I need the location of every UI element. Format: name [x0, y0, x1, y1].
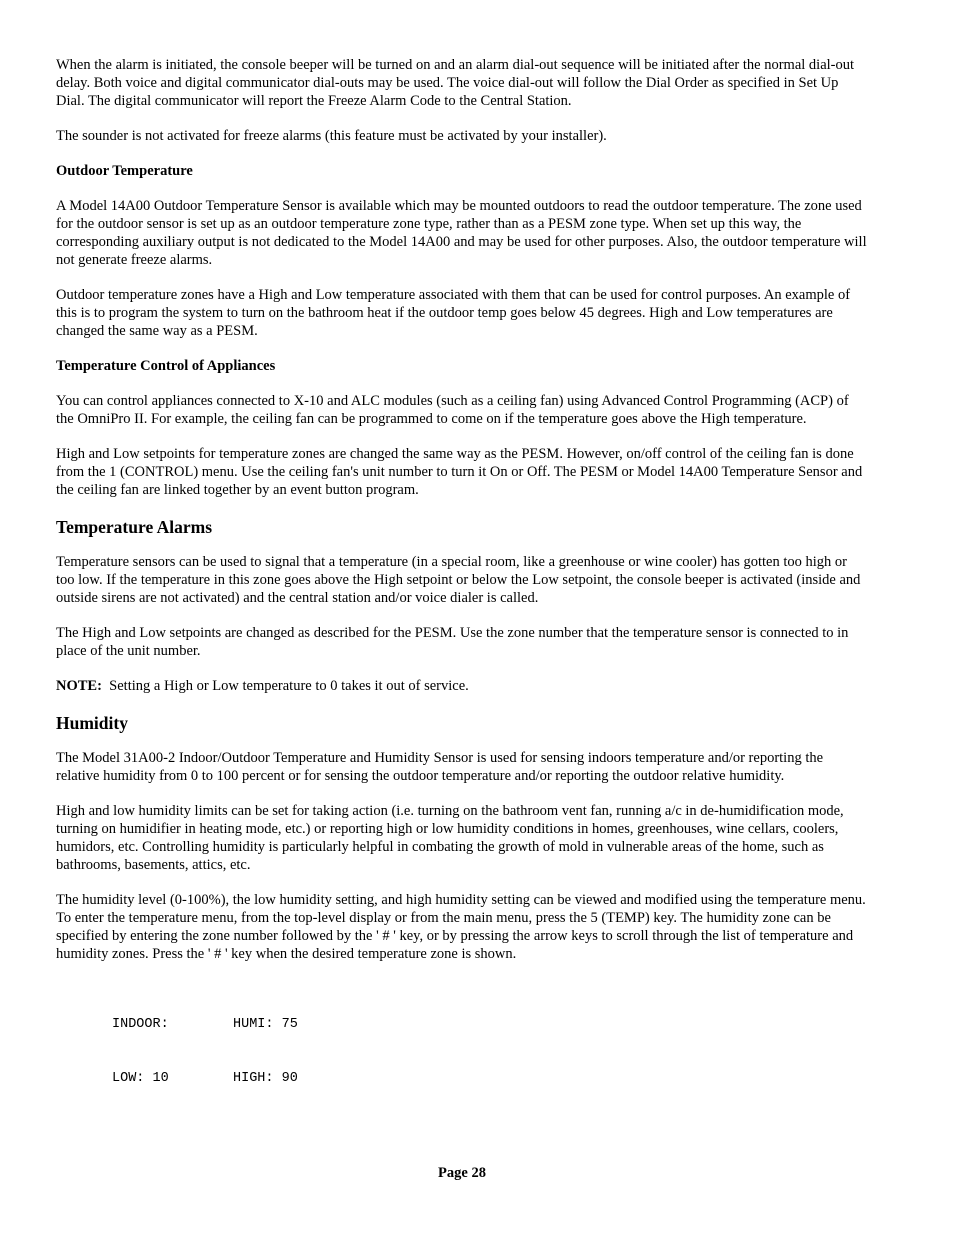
console-display-example — [112, 980, 868, 1124]
setpoints-described-paragraph: The High and Low setpoints are changed as described for the PESM. Use the zone number that the temperature sensor is connected to in place of the unit number. — [56, 625, 849, 659]
humidity-menu-paragraph: The humidity level (0-100%), the low humidity setting, and high humidity setting can be viewed and modified using the temperature menu. To enter the temperature menu, from the top-level display or from the main menu, press the 5 (TEMP) key. The humidity zone can be specified by entering the zone number followed by the ' # ' key, or by pressing the arrow keys to scroll through the list of temperature and humidity zones. Press the ' # ' key when the desired temperature zone is shown. — [56, 892, 866, 962]
humidity-sensor-paragraph: The Model 31A00-2 Indoor/Outdoor Temperature and Humidity Sensor is used for sensing indoors temperature and/or reporting the relative humidity from 0 to 100 percent or for sensing the outdoor temperature and/or reporting the outdoor relative humidity. — [56, 750, 824, 784]
display-zone-label: INDOOR: — [112, 1017, 169, 1032]
page-body — [56, 56, 868, 1124]
display-humidity-value: HUMI: 75 — [233, 1017, 298, 1032]
temperature-alarms-paragraph: Temperature sensors can be used to signal that a temperature (in a special room, like a greenhouse or wine cooler) has gotten too high or too low. If the temperature in this zone goes above the High setpoint or below the Low setpoint, the console beeper is activated (inside and outside sirens are not activated) and the central station and/or voice dialer is called. — [56, 554, 861, 606]
setpoints-control-paragraph: High and Low setpoints for temperature zones are changed the same way as the PESM. However, on/off control of the ceiling fan is done from the 1 (CONTROL) menu. Use the ceiling fan's unit number to turn it On or Off. The PESM or Model 14A00 Temperature Sensor and the ceiling fan are linked together by an event button program. — [56, 446, 863, 498]
temperature-alarms-heading: Temperature Alarms — [56, 517, 213, 537]
humidity-heading: Humidity — [56, 713, 128, 733]
outdoor-temperature-heading: Outdoor Temperature — [56, 163, 193, 179]
display-row-1 — [112, 1016, 868, 1034]
display-high-setting: HIGH: 90 — [233, 1071, 298, 1086]
display-low-setting: LOW: 10 — [112, 1071, 169, 1086]
humidity-limits-paragraph: High and low humidity limits can be set for taking action (i.e. turning on the bathroom vent fan, running a/c in de-humidification mode, turning on humidifier in heating mode, etc.) or reporting high or low humidity conditions in homes, greenhouses, wine cellars, coolers, humidors, etc. Controlling humidity is particularly helpful in combating the growth of mold in vulnerable areas of the home, such as bathrooms, basements, attics, etc. — [56, 803, 844, 873]
display-row-2 — [112, 1070, 868, 1088]
note-paragraph — [56, 677, 868, 695]
freeze-alarm-dialout-paragraph: When the alarm is initiated, the console beeper will be turned on and an alarm dial-out sequence will be initiated after the normal dial-out delay. Both voice and digital communicator dial-outs may be used. The voice dial-out will follow the Dial Order as specified in Set Up Dial. The digital communicator will report the Freeze Alarm Code to the Central Station. — [56, 57, 855, 109]
appliance-control-heading: Temperature Control of Appliances — [56, 358, 276, 374]
sounder-note-paragraph: The sounder is not activated for freeze alarms (this feature must be activated by your installer). — [56, 128, 607, 144]
appliance-acp-paragraph: You can control appliances connected to X-10 and ALC modules (such as a ceiling fan) using Advanced Control Programming (ACP) of the OmniPro II. For example, the ceiling fan can be programmed to come on if the temperature goes above the High temperature. — [56, 393, 849, 427]
note-text: Setting a High or Low temperature to 0 takes it out of service. — [101, 678, 469, 694]
outdoor-zones-paragraph: Outdoor temperature zones have a High and Low temperature associated with them that can be used for control purposes. An example of this is to program the system to turn on the bathroom heat if the outdoor temp goes below 45 degrees. High and Low temperatures are changed the same way as a PESM. — [56, 287, 851, 339]
outdoor-sensor-paragraph: A Model 14A00 Outdoor Temperature Sensor is available which may be mounted outdoors to read the outdoor temperature. The zone used for the outdoor sensor is set up as an outdoor temperature zone type, rather than as a PESM zone type. When set up this way, the corresponding auxiliary output is not dedicated to the Model 14A00 and may be used for other purposes. Also, the outdoor temperature will not generate freeze alarms. — [56, 198, 867, 268]
page-number: Page 28 — [438, 1165, 486, 1181]
note-label: NOTE: — [56, 678, 102, 694]
